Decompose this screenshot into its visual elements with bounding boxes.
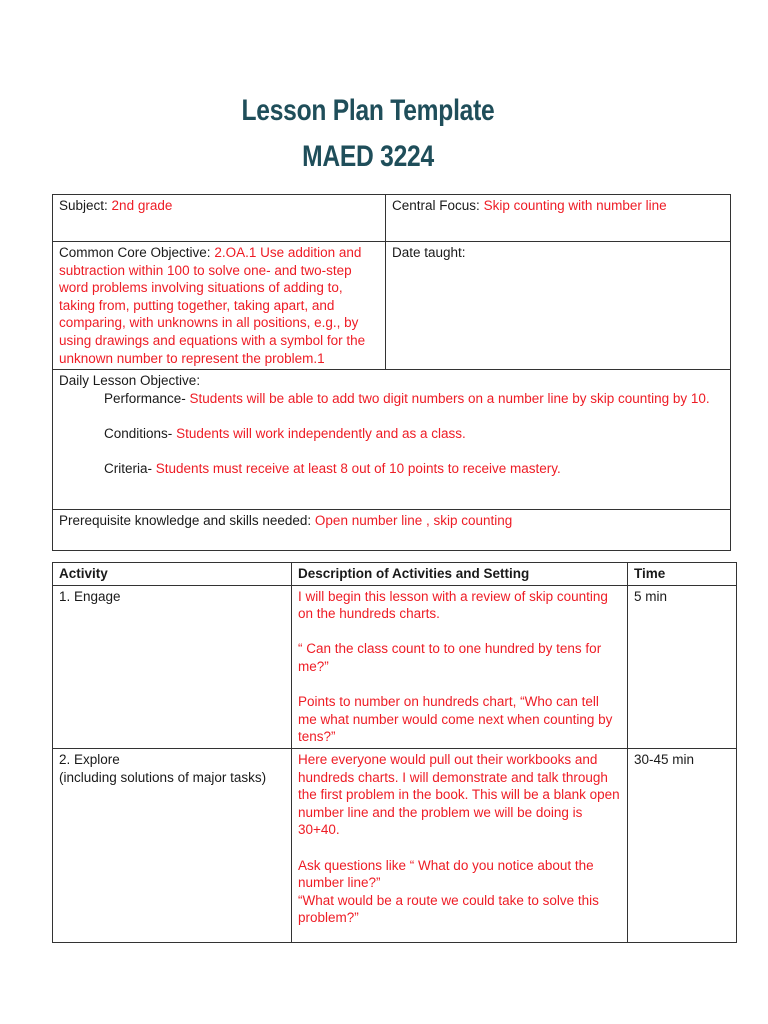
activity-note: (including solutions of major tasks) <box>59 769 267 785</box>
time-value: 5 min <box>634 588 668 604</box>
description-paragraph: “ Can the class count to to one hundred by tens for me?” <box>298 641 602 674</box>
performance-value: Students will be able to add two digit numbers on a number line by skip counting by 10. <box>189 390 710 406</box>
conditions-value: Students will work independently and as a class. <box>176 425 466 441</box>
description-header: Description of Activities and Setting <box>292 563 628 586</box>
criteria-value: Students must receive at least 8 out of 10 points to receive mastery. <box>155 461 561 477</box>
performance-label: Performance- <box>104 390 186 406</box>
description-paragraph: I will begin this lesson with a review of skip counting on the hundreds charts. <box>298 588 608 622</box>
ccss-label: Common Core Objective: <box>59 245 211 260</box>
description-paragraph: Points to number on hundreds chart, “Who can tell me what number would come next when counting by tens?” <box>298 694 613 745</box>
ccss-value: 2.OA.1 Use addition and subtraction within 100 to solve one- and two-step word problems involving situations of adding to, taking from, putting together, taking apart, and comparing, with unknowns in all positions, e.g., by using drawings and equations with a symbol for the unknown number to represent the problem.1 <box>59 245 366 366</box>
description-paragraph: “What would be a route we could take to solve this problem?” <box>298 892 599 926</box>
activity-header: Activity <box>53 563 292 586</box>
time-value: 30-45 min <box>634 751 695 767</box>
subject-cell <box>53 195 386 242</box>
activity-name: 2. Explore <box>59 751 120 767</box>
table-row <box>53 510 731 551</box>
central-focus-value: Skip counting with number line <box>483 198 667 213</box>
table-row <box>53 195 731 242</box>
table-row <box>53 242 731 370</box>
prereq-value: Open number line , skip counting <box>314 513 513 529</box>
prereq-cell <box>53 510 731 551</box>
central-focus-cell <box>386 195 731 242</box>
table-row <box>53 585 737 748</box>
daily-objective-label: Daily Lesson Objective: <box>59 373 201 389</box>
conditions-label: Conditions- <box>104 425 173 441</box>
time-header: Time <box>628 563 737 586</box>
date-taught-cell <box>386 242 731 370</box>
description-cell <box>292 585 628 748</box>
activity-cell <box>53 748 292 942</box>
time-cell <box>628 748 737 942</box>
activities-table <box>52 562 737 943</box>
description-paragraph: Ask questions like “ What do you notice about the number line?” <box>298 857 594 891</box>
criteria-label: Criteria- <box>104 461 153 477</box>
performance-line <box>59 390 724 408</box>
table-header-row <box>53 563 737 586</box>
prereq-label: Prerequisite knowledge and skills needed: <box>59 513 312 529</box>
time-cell <box>628 585 737 748</box>
document-title: Lesson Plan Template <box>241 94 495 127</box>
conditions-line <box>59 425 724 443</box>
date-taught-label: Date taught: <box>392 245 466 260</box>
description-paragraph: Here everyone would pull out their workbooks and hundreds charts. I will demonstrate and talk through the first problem in the book. This will be a blank open number line and the problem we will be doing is 30+40. <box>298 751 620 838</box>
lesson-info-table <box>52 194 731 551</box>
activity-name: 1. Engage <box>59 588 121 604</box>
subject-value: 2nd grade <box>111 198 173 213</box>
subject-label: Subject: <box>59 198 108 213</box>
ccss-cell <box>53 242 386 370</box>
table-row <box>53 370 731 510</box>
table-row <box>53 748 737 942</box>
course-code: MAED 3224 <box>302 140 434 173</box>
description-cell <box>292 748 628 942</box>
central-focus-label: Central Focus: <box>392 198 480 213</box>
criteria-line <box>59 460 724 478</box>
activity-cell <box>53 585 292 748</box>
daily-objective-cell <box>53 370 731 510</box>
